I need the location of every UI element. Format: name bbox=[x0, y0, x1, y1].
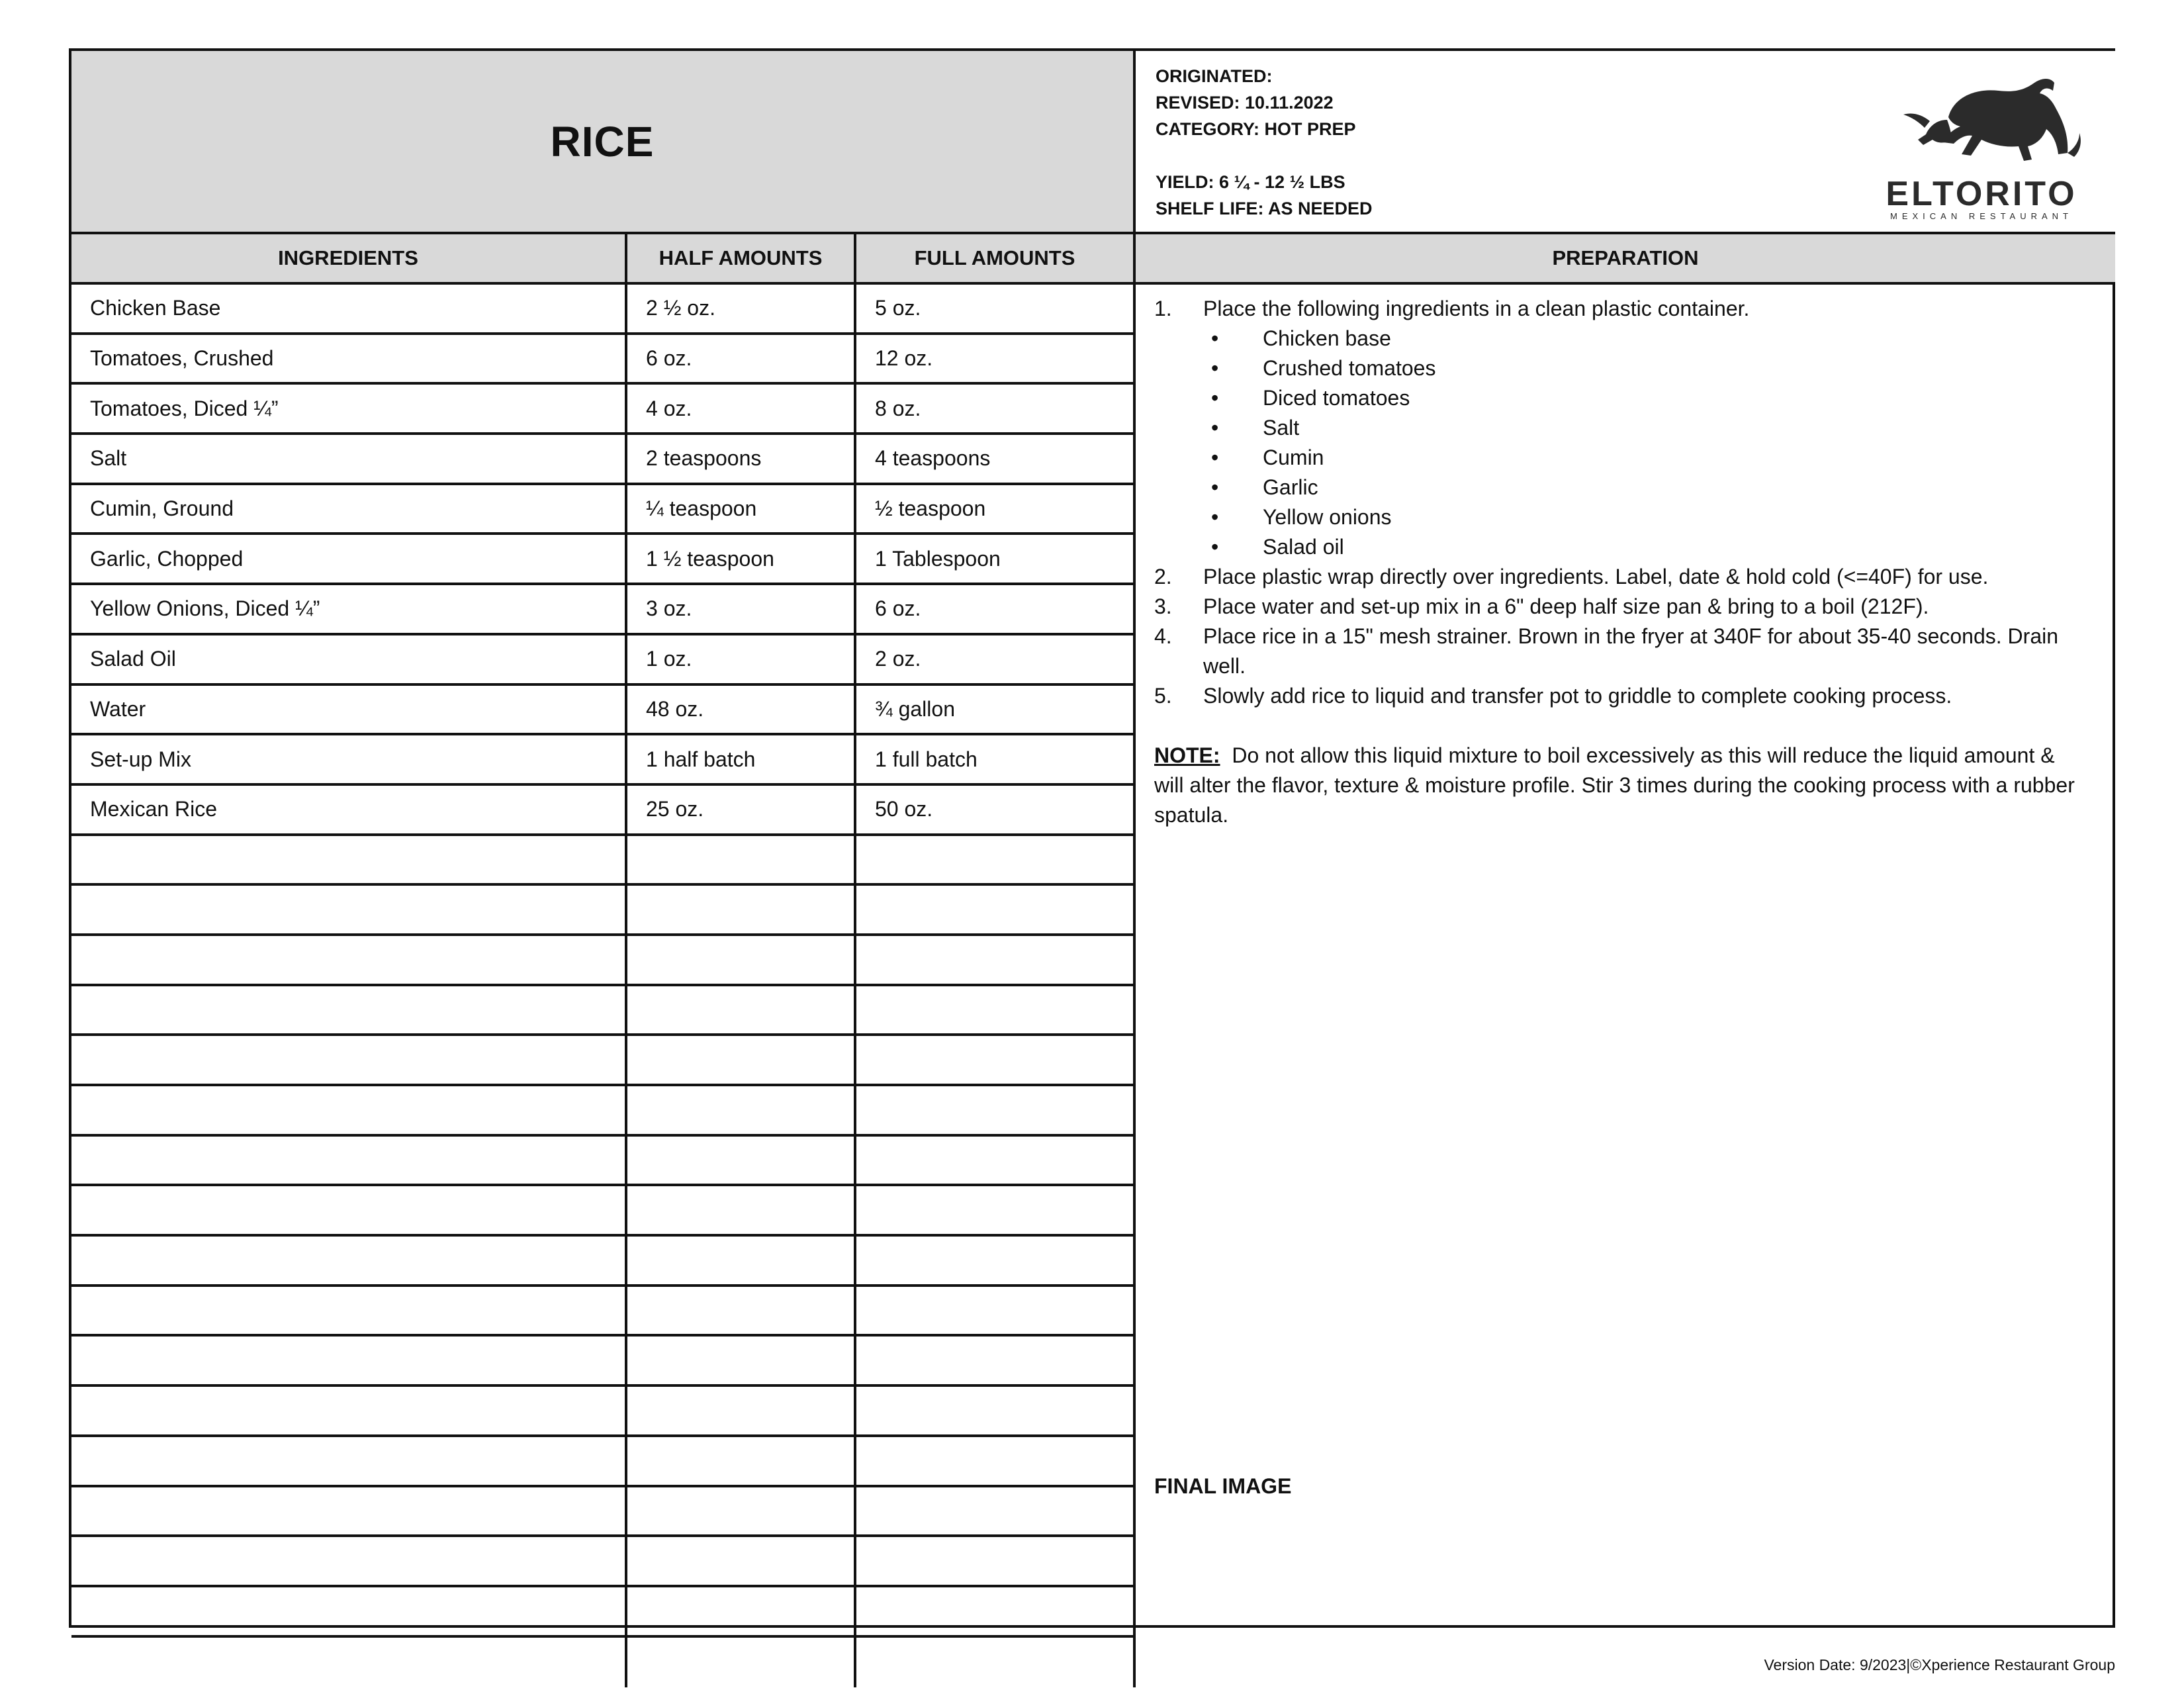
bullet-text: Salad oil bbox=[1263, 535, 1344, 559]
full-amount: 6 oz. bbox=[856, 585, 1136, 635]
table-row bbox=[71, 1487, 1136, 1538]
half-amount bbox=[627, 936, 856, 986]
step-text: Slowly add rice to liquid and transfer pot to griddle to complete cooking process. bbox=[1203, 684, 1952, 708]
version-footer: Version Date: 9/2023|©Xperience Restaurant Group bbox=[1764, 1656, 2115, 1673]
bullet-item bbox=[1154, 532, 2081, 562]
prep-step bbox=[1154, 562, 2081, 592]
bullet-icon: • bbox=[1211, 416, 1219, 440]
bullet-text: Salt bbox=[1263, 416, 1300, 440]
preparation-note bbox=[1154, 741, 2081, 830]
ingredient-name bbox=[71, 936, 627, 986]
bullet-text: Crushed tomatoes bbox=[1263, 356, 1436, 380]
half-amount bbox=[627, 1387, 856, 1437]
half-amount bbox=[627, 1086, 856, 1137]
step-text: Place water and set-up mix in a 6" deep half size pan & bring to a boil (212F). bbox=[1203, 594, 1929, 618]
half-amount: ¼ teaspoon bbox=[627, 485, 856, 536]
step-text: Place rice in a 15" mesh strainer. Brown in the fryer at 340F for about 35-40 seconds. Drain well. bbox=[1203, 624, 2059, 678]
half-amount: 25 oz. bbox=[627, 786, 856, 836]
ingredient-name bbox=[71, 1587, 627, 1638]
bullet-item bbox=[1154, 353, 2081, 383]
half-amount bbox=[627, 1036, 856, 1086]
step-number: 1. bbox=[1154, 297, 1172, 320]
bullet-text: Cumin bbox=[1263, 445, 1324, 469]
bullet-icon: • bbox=[1211, 445, 1219, 469]
ingredient-name bbox=[71, 1137, 627, 1187]
ingredient-name bbox=[71, 1036, 627, 1086]
bullet-item bbox=[1154, 383, 2081, 413]
ingredient-name bbox=[71, 1537, 627, 1587]
revised-date: REVISED: 10.11.2022 bbox=[1156, 93, 1334, 113]
preparation-panel bbox=[1136, 285, 2115, 1628]
table-row bbox=[71, 735, 1136, 786]
table-row bbox=[71, 1587, 1136, 1638]
table-row bbox=[71, 936, 1136, 986]
full-amount: ¾ gallon bbox=[856, 686, 1136, 736]
table-row bbox=[71, 1137, 1136, 1187]
ingredient-name: Cumin, Ground bbox=[71, 485, 627, 536]
full-amount: 4 teaspoons bbox=[856, 435, 1136, 485]
half-amount bbox=[627, 986, 856, 1037]
full-amount bbox=[856, 1336, 1136, 1387]
meta-lines bbox=[1156, 63, 1373, 222]
half-amount bbox=[627, 1487, 856, 1538]
ingredient-name bbox=[71, 986, 627, 1037]
bullet-icon: • bbox=[1211, 356, 1219, 380]
bullet-item bbox=[1154, 413, 2081, 443]
table-row bbox=[71, 635, 1136, 686]
half-amount bbox=[627, 1437, 856, 1487]
table-row bbox=[71, 485, 1136, 536]
ingredient-name bbox=[71, 1287, 627, 1337]
ingredient-name bbox=[71, 1437, 627, 1487]
ingredient-name bbox=[71, 1336, 627, 1387]
half-amount: 48 oz. bbox=[627, 686, 856, 736]
full-amount bbox=[856, 1587, 1136, 1638]
table-row bbox=[71, 886, 1136, 936]
ingredient-name bbox=[71, 1487, 627, 1538]
step-number: 2. bbox=[1154, 565, 1172, 588]
ingredient-name bbox=[71, 1086, 627, 1137]
meta-cell bbox=[1136, 51, 2115, 234]
ingredients-table bbox=[71, 285, 1136, 1687]
shelf-life-label: SHELF LIFE: AS NEEDED bbox=[1156, 199, 1373, 218]
prep-step bbox=[1154, 592, 2081, 622]
half-amount: 3 oz. bbox=[627, 585, 856, 635]
table-row bbox=[71, 585, 1136, 635]
half-amount: 6 oz. bbox=[627, 335, 856, 385]
step-text: Place plastic wrap directly over ingredients. Label, date & hold cold (<=40F) for use. bbox=[1203, 565, 1989, 588]
table-row bbox=[71, 1186, 1136, 1237]
full-amount: 2 oz. bbox=[856, 635, 1136, 686]
bullet-text: Chicken base bbox=[1263, 326, 1391, 350]
ingredient-name: Tomatoes, Crushed bbox=[71, 335, 627, 385]
ingredient-name: Tomatoes, Diced ¼” bbox=[71, 385, 627, 435]
full-amount: 12 oz. bbox=[856, 335, 1136, 385]
half-amount bbox=[627, 836, 856, 886]
meta-spacer bbox=[1156, 142, 1373, 169]
ingredient-name bbox=[71, 1237, 627, 1287]
prep-step bbox=[1154, 622, 2081, 681]
full-amount bbox=[856, 1086, 1136, 1137]
table-row bbox=[71, 535, 1136, 585]
bullet-item bbox=[1154, 473, 2081, 502]
table-row bbox=[71, 1537, 1136, 1587]
full-amount bbox=[856, 1287, 1136, 1337]
bullet-item bbox=[1154, 324, 2081, 353]
ingredient-name: Chicken Base bbox=[71, 285, 627, 335]
half-amount bbox=[627, 1137, 856, 1187]
table-row bbox=[71, 836, 1136, 886]
table-row bbox=[71, 1237, 1136, 1287]
ingredient-name bbox=[71, 836, 627, 886]
bullet-text: Yellow onions bbox=[1263, 505, 1392, 529]
full-amount bbox=[856, 986, 1136, 1037]
yield-label: YIELD: 6 ¼ - 12 ½ LBS bbox=[1156, 172, 1345, 192]
bullet-icon: • bbox=[1211, 326, 1219, 350]
half-amount: 4 oz. bbox=[627, 385, 856, 435]
full-amount bbox=[856, 936, 1136, 986]
step-number: 5. bbox=[1154, 684, 1172, 708]
table-row bbox=[71, 435, 1136, 485]
table-row bbox=[71, 1287, 1136, 1337]
bullet-icon: • bbox=[1211, 535, 1219, 559]
table-row bbox=[71, 1336, 1136, 1387]
half-amount: 1 ½ teaspoon bbox=[627, 535, 856, 585]
full-amounts-header: FULL AMOUNTS bbox=[856, 234, 1136, 285]
table-row bbox=[71, 1086, 1136, 1137]
full-amount bbox=[856, 836, 1136, 886]
full-amount bbox=[856, 1437, 1136, 1487]
logo-wordmark: ELTORITO bbox=[1886, 175, 2077, 213]
full-amount bbox=[856, 1537, 1136, 1587]
bullet-item bbox=[1154, 443, 2081, 473]
ingredient-name: Mexican Rice bbox=[71, 786, 627, 836]
final-image-label: FINAL IMAGE bbox=[1154, 1474, 1292, 1498]
ingredient-name bbox=[71, 1387, 627, 1437]
half-amounts-header: HALF AMOUNTS bbox=[627, 234, 856, 285]
bullet-icon: • bbox=[1211, 475, 1219, 499]
full-amount bbox=[856, 1237, 1136, 1287]
category-label: CATEGORY: HOT PREP bbox=[1156, 119, 1356, 139]
half-amount bbox=[627, 1638, 856, 1688]
table-row bbox=[71, 786, 1136, 836]
full-amount: 8 oz. bbox=[856, 385, 1136, 435]
ingredient-name: Set-up Mix bbox=[71, 735, 627, 786]
prep-step bbox=[1154, 294, 2081, 324]
bullet-text: Garlic bbox=[1263, 475, 1318, 499]
note-label: NOTE: bbox=[1154, 743, 1220, 767]
full-amount bbox=[856, 1036, 1136, 1086]
ingredient-name: Salt bbox=[71, 435, 627, 485]
full-amount: ½ teaspoon bbox=[856, 485, 1136, 536]
step-text: Place the following ingredients in a clean plastic container. bbox=[1203, 297, 1750, 320]
table-row bbox=[71, 1036, 1136, 1086]
half-amount: 1 half batch bbox=[627, 735, 856, 786]
full-amount: 1 full batch bbox=[856, 735, 1136, 786]
step-number: 3. bbox=[1154, 594, 1172, 618]
full-amount: 1 Tablespoon bbox=[856, 535, 1136, 585]
bullet-text: Diced tomatoes bbox=[1263, 386, 1410, 410]
preparation-steps bbox=[1154, 294, 2081, 830]
table-row bbox=[71, 335, 1136, 385]
table-row bbox=[71, 686, 1136, 736]
table-row bbox=[71, 986, 1136, 1037]
ingredient-bullet-list bbox=[1154, 324, 2081, 562]
full-amount bbox=[856, 1387, 1136, 1437]
ingredient-name bbox=[71, 886, 627, 936]
preparation-header: PREPARATION bbox=[1136, 234, 2115, 285]
ingredient-name: Water bbox=[71, 686, 627, 736]
ingredient-name: Yellow Onions, Diced ¼” bbox=[71, 585, 627, 635]
ingredient-name bbox=[71, 1638, 627, 1688]
full-amount: 5 oz. bbox=[856, 285, 1136, 335]
half-amount: 2 ½ oz. bbox=[627, 285, 856, 335]
el-torito-logo bbox=[1869, 71, 2094, 220]
full-amount bbox=[856, 886, 1136, 936]
table-row bbox=[71, 1437, 1136, 1487]
full-amount bbox=[856, 1487, 1136, 1538]
table-row bbox=[71, 1387, 1136, 1437]
title-cell bbox=[71, 51, 1136, 234]
half-amount bbox=[627, 886, 856, 936]
table-row bbox=[71, 285, 1136, 335]
half-amount bbox=[627, 1237, 856, 1287]
step-number: 4. bbox=[1154, 624, 1172, 648]
logo-tagline: MEXICAN RESTAURANT bbox=[1890, 211, 2073, 221]
note-text: Do not allow this liquid mixture to boil excessively as this will reduce the liquid amount & will alter the flavor, texture & moisture profile. Stir 3 times during the cooking process with a rubber spatula. bbox=[1154, 743, 2081, 827]
full-amount: 50 oz. bbox=[856, 786, 1136, 836]
half-amount bbox=[627, 1186, 856, 1237]
originated-label: ORIGINATED: bbox=[1156, 66, 1273, 86]
prep-step bbox=[1154, 681, 2081, 711]
ingredient-name bbox=[71, 1186, 627, 1237]
ingredient-name: Salad Oil bbox=[71, 635, 627, 686]
recipe-title: RICE bbox=[550, 117, 655, 165]
half-amount bbox=[627, 1537, 856, 1587]
ingredient-name: Garlic, Chopped bbox=[71, 535, 627, 585]
bullet-icon: • bbox=[1211, 505, 1219, 529]
full-amount bbox=[856, 1638, 1136, 1688]
half-amount bbox=[627, 1287, 856, 1337]
full-amount bbox=[856, 1137, 1136, 1187]
table-row bbox=[71, 385, 1136, 435]
recipe-card bbox=[69, 48, 2115, 1628]
bullet-item bbox=[1154, 502, 2081, 532]
half-amount: 1 oz. bbox=[627, 635, 856, 686]
ingredients-header: INGREDIENTS bbox=[71, 234, 627, 285]
table-row bbox=[71, 1638, 1136, 1688]
full-amount bbox=[856, 1186, 1136, 1237]
half-amount bbox=[627, 1587, 856, 1638]
half-amount: 2 teaspoons bbox=[627, 435, 856, 485]
half-amount bbox=[627, 1336, 856, 1387]
bull-icon bbox=[1869, 71, 2094, 170]
bullet-icon: • bbox=[1211, 386, 1219, 410]
